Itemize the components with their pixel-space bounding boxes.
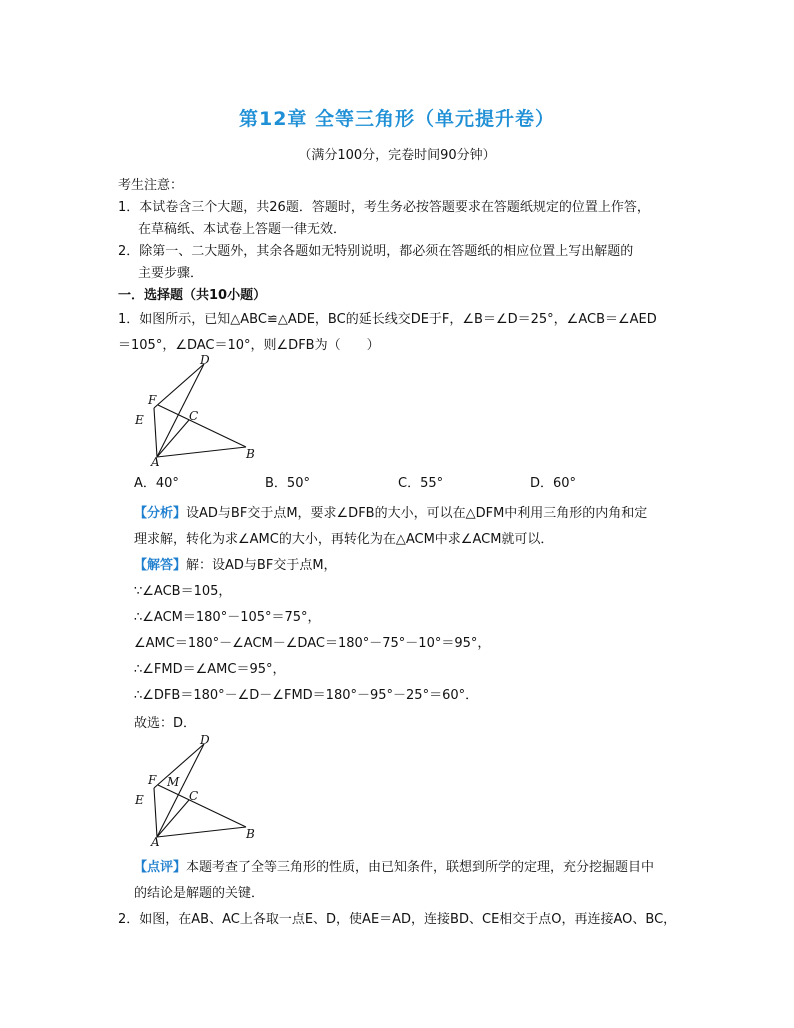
notice-item2-line2: 主要步骤．: [138, 266, 204, 281]
answer-tag: 【解答】: [134, 558, 187, 573]
q1-option-c: C．55°: [398, 476, 444, 491]
q1-option-a: A．40°: [134, 476, 179, 491]
fig-line-ea: [154, 788, 157, 837]
fig-label-c: C: [189, 409, 199, 423]
q1-comment-line2: 的结论是解题的关键．: [134, 886, 265, 901]
q2-stem-line1: 2．如图，在AB、AC上各取一点E、D，使AE＝AD，连接BD、CE相交于点O，再连接AO、BC，: [118, 912, 677, 927]
fig-line-ea: [154, 408, 157, 457]
fig-label-a: A: [151, 835, 160, 846]
q1-step: ∴∠FMD＝∠AMC＝95°，: [134, 662, 286, 677]
fig-line-ab: [157, 447, 246, 457]
fig-label-a: A: [151, 455, 160, 466]
q1-analysis-line2: 理求解，转化为求∠AMC的大小，再转化为在△ACM中求∠ACM就可以．: [134, 532, 554, 547]
fig-label-e: E: [135, 413, 144, 427]
fig-label-e: E: [135, 793, 144, 807]
fig-line-de: [154, 364, 204, 408]
q1-option-d: D．60°: [530, 476, 577, 491]
q1-comment-line1: [134, 856, 654, 875]
q1-figure: [130, 354, 270, 466]
fig-label-f: F: [148, 773, 157, 787]
comment-tag: 【点评】: [134, 860, 187, 875]
q1-stem-line1: 1．如图所示，已知△ABC≌△ADE，BC的延长线交DE于F，∠B＝∠D＝25°，∠ACB＝∠AED: [118, 312, 657, 327]
q1-analysis-line1: [134, 502, 647, 521]
analysis-text: 设AD与BF交于点M，要求∠DFB的大小，可以在△DFM中利用三角形的内角和定: [186, 506, 648, 521]
comment-text: 本题考查了全等三角形的性质，由已知条件，联想到所学的定理，充分挖掘题目中: [186, 860, 655, 875]
q1-option-b: B．50°: [265, 476, 310, 491]
q1-answer-lead: [134, 554, 337, 573]
answer-lead-text: 解：设AD与BF交于点M，: [186, 558, 337, 573]
notice-item1-line2: 在草稿纸、本试卷上答题一律无效．: [138, 222, 347, 237]
q1-step: ∵∠ACB＝105，: [134, 584, 232, 599]
q1-step: ∠AMC＝180°－∠ACM－∠DAC＝180°－75°－10°＝95°，: [134, 636, 491, 651]
fig-label-m: M: [167, 775, 180, 789]
notice-heading: 考生注意：: [118, 178, 184, 193]
notice-item1-line1: 1．本试卷含三个大题，共26题．答题时，考生务必按答题要求在答题纸规定的位置上作答，: [118, 200, 650, 215]
fig-label-c: C: [189, 789, 199, 803]
q1-stem-line2: ＝105°，∠DAC＝10°，则∠DFB为（ ）: [118, 338, 380, 353]
fig-label-b: B: [246, 447, 255, 461]
q1-step: ∴∠ACM＝180°－105°＝75°，: [134, 610, 321, 625]
q1-choice: 故选：D．: [134, 716, 197, 731]
notice-item2-line1: 2．除第一、二大题外，其余各题如无特别说明，都必须在答题纸的相应位置上写出解题的: [118, 244, 634, 259]
analysis-tag: 【分析】: [134, 506, 187, 521]
fig-label-f: F: [148, 393, 157, 407]
q1-solution-figure: [130, 734, 270, 846]
section-heading: 一．选择题（共10小题）: [118, 288, 267, 303]
page-title: 第12章 全等三角形（单元提升卷）: [238, 108, 556, 130]
fig-label-d: D: [200, 734, 210, 747]
q1-step: ∴∠DFB＝180°－∠D－∠FMD＝180°－95°－25°＝60°．: [134, 688, 479, 703]
fig-label-d: D: [200, 354, 210, 367]
fig-line-ab: [157, 827, 246, 837]
page-subtitle: （满分100分，完卷时间90分钟）: [298, 148, 496, 163]
fig-label-b: B: [246, 827, 255, 841]
